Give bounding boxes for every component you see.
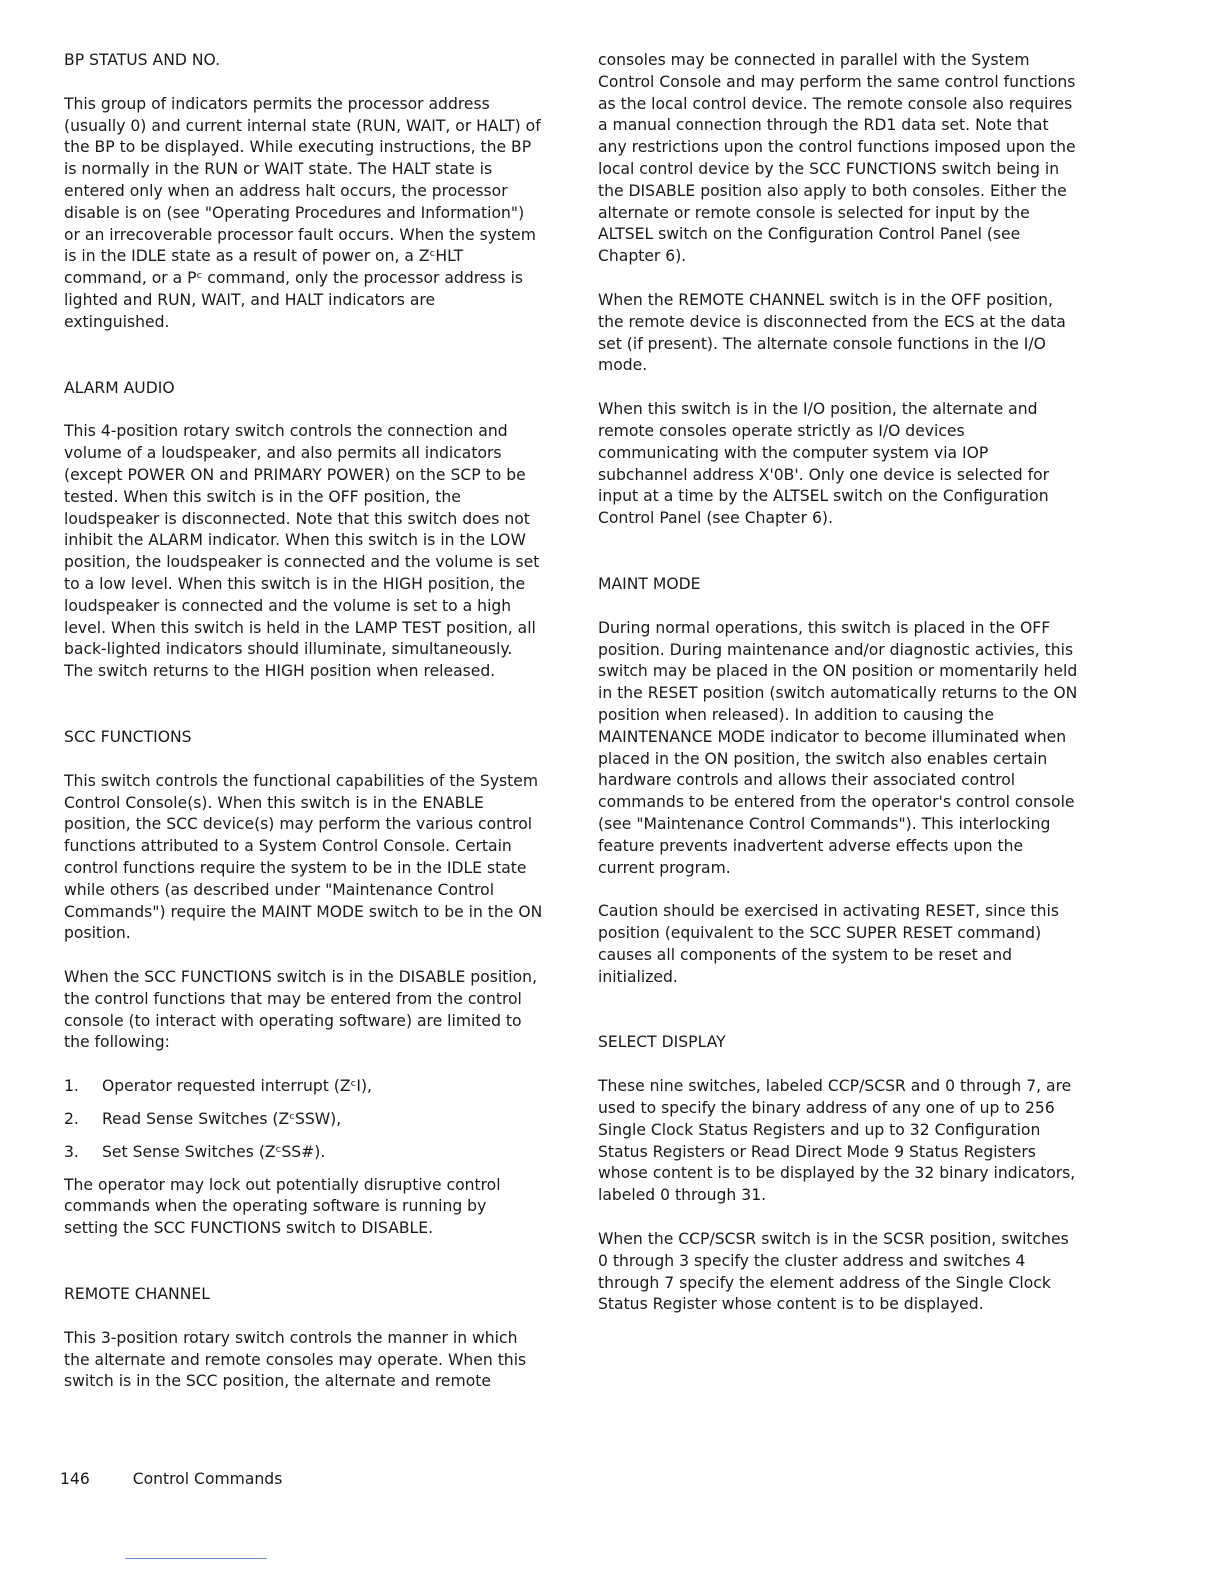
heading-maint-mode: MAINT MODE — [598, 574, 701, 593]
para-scc-functions-1: This switch controls the functional capabilities of the System Control Console(s). When this switch is in the ENABLE position, the SCC device(s) may perform the various control functions attributed to a System Control Console. Certain control functions require the system to be in the IDLE state while others (as described under "Maintenance Control Commands") require the MAINT MODE switch to be in the ON position. — [64, 771, 543, 943]
section-title: Control Commands — [132, 1470, 283, 1488]
page-footer — [60, 1470, 282, 1488]
heading-bp-status: BP STATUS AND NO. — [64, 51, 221, 69]
para-scc-functions-2: When the SCC FUNCTIONS switch is in the DISABLE position, the control functions that may be entered from the control console (to interact with operating software) are limited to the following: — [64, 968, 538, 1052]
para-select-display-1: These nine switches, labeled CCP/SCSR and 0 through 7, are used to specify the binary address of any one of up to 256 Single Clock Status Registers and up to 32 Configuration Status Registers or Read Direct Mode 9 Status Registers whose content is to be displayed by the 32 binary indicators, labeled 0 through 31. — [598, 1077, 1076, 1205]
page-number: 146 — [60, 1470, 90, 1488]
right-column — [598, 50, 1078, 1316]
heading-alarm-audio: ALARM AUDIO — [64, 378, 175, 397]
scc-disable-list — [64, 1076, 544, 1163]
list-item: 1. Operator requested interrupt (ZᶜI), — [64, 1077, 372, 1096]
para-bp-status: This group of indicators permits the processor address (usually 0) and current internal state (RUN, WAIT, or HALT) of the BP to be displayed. While executing instructions, the BP is normally in the RUN or WAIT state. The HALT state is entered only when an address halt occurs, the processor disable is on (see "Operating Procedures and Information") or an irrecoverable processor fault occurs. When the system is in the IDLE state as a result of power on, a ZᶜHLT command, or a Pᶜ command, only the processor address is lighted and RUN, WAIT, and HALT indicators are extinguished. — [64, 94, 541, 331]
para-remote-channel-cont-2: When the REMOTE CHANNEL switch is in the OFF position, the remote device is disconnected from the ECS at the data set (if present). The alternate console functions in the I/O mode. — [598, 290, 1066, 375]
list-item: 2. Read Sense Switches (ZᶜSSW), — [64, 1110, 342, 1129]
heading-remote-channel: REMOTE CHANNEL — [64, 1285, 210, 1304]
para-remote-channel: This 3-position rotary switch controls the manner in which the alternate and remote consoles may operate. When this switch is in the SCC position, the alternate and remote — [64, 1328, 527, 1391]
para-alarm-audio: This 4-position rotary switch controls the connection and volume of a loudspeaker, and also permits all indicators (except POWER ON and PRIMARY POWER) on the SCP to be tested. When this switch is in the OFF position, the loudspeaker is disconnected. Note that this switch does not inhibit the ALARM indicator. When this switch is in the LOW position, the loudspeaker is connected and the volume is set to a low level. When this switch is in the HIGH position, the loudspeaker is connected and the volume is set to a high level. When this switch is held in the LAMP TEST position, all back-lighted indicators should illuminate, simultaneously. The switch returns to the HIGH position when released. — [64, 422, 540, 681]
para-remote-channel-cont-3: When this switch is in the I/O position, the alternate and remote consoles operate strictly as I/O devices communicating with the computer system via IOP subchannel address X'0B'. Only one device is selected for input at a time by the ALTSEL switch on the Configuration Control Panel (see Chapter 6). — [598, 400, 1050, 528]
list-item: 3. Set Sense Switches (ZᶜSS#). — [64, 1142, 326, 1161]
divider — [125, 1558, 267, 1559]
para-remote-channel-cont-1: consoles may be connected in parallel with the System Control Console and may perform the same control functions as the local control device. The remote console also requires a manual connection through the RD1 data set. Note that any restrictions upon the control functions imposed upon the local control device by the SCC FUNCTIONS switch being in the DISABLE position also apply to both consoles. Either the alternate or remote console is selected for input by the ALTSEL switch on the Configuration Control Panel (see Chapter 6). — [598, 51, 1076, 266]
heading-scc-functions: SCC FUNCTIONS — [64, 727, 192, 746]
para-select-display-2: When the CCP/SCSR switch is in the SCSR position, switches 0 through 3 specify the cluster address and switches 4 through 7 specify the element address of the Single Clock Status Register whose content is to be displayed. — [598, 1230, 1069, 1314]
left-column — [64, 50, 544, 1393]
para-maint-mode-2: Caution should be exercised in activating RESET, since this position (equivalent to the SCC SUPER RESET command) causes all components of the system to be reset and initialized. — [598, 902, 1059, 986]
para-scc-functions-3: The operator may lock out potentially disruptive control commands when the operating software is running by setting the SCC FUNCTIONS switch to DISABLE. — [64, 1175, 501, 1238]
para-maint-mode-1: During normal operations, this switch is placed in the OFF position. During maintenance and/or diagnostic activies, this switch may be placed in the ON position or momentarily held in the RESET position (switch automatically returns to the ON position when released). In addition to causing the MAINTENANCE MODE indicator to become illuminated when placed in the ON position, the switch also enables certain hardware controls and allows their associated control commands to be entered from the operator's control console (see "Maintenance Control Commands"). This interlocking feature prevents inadvertent adverse effects upon the current program. — [598, 618, 1078, 877]
heading-select-display: SELECT DISPLAY — [598, 1033, 726, 1052]
